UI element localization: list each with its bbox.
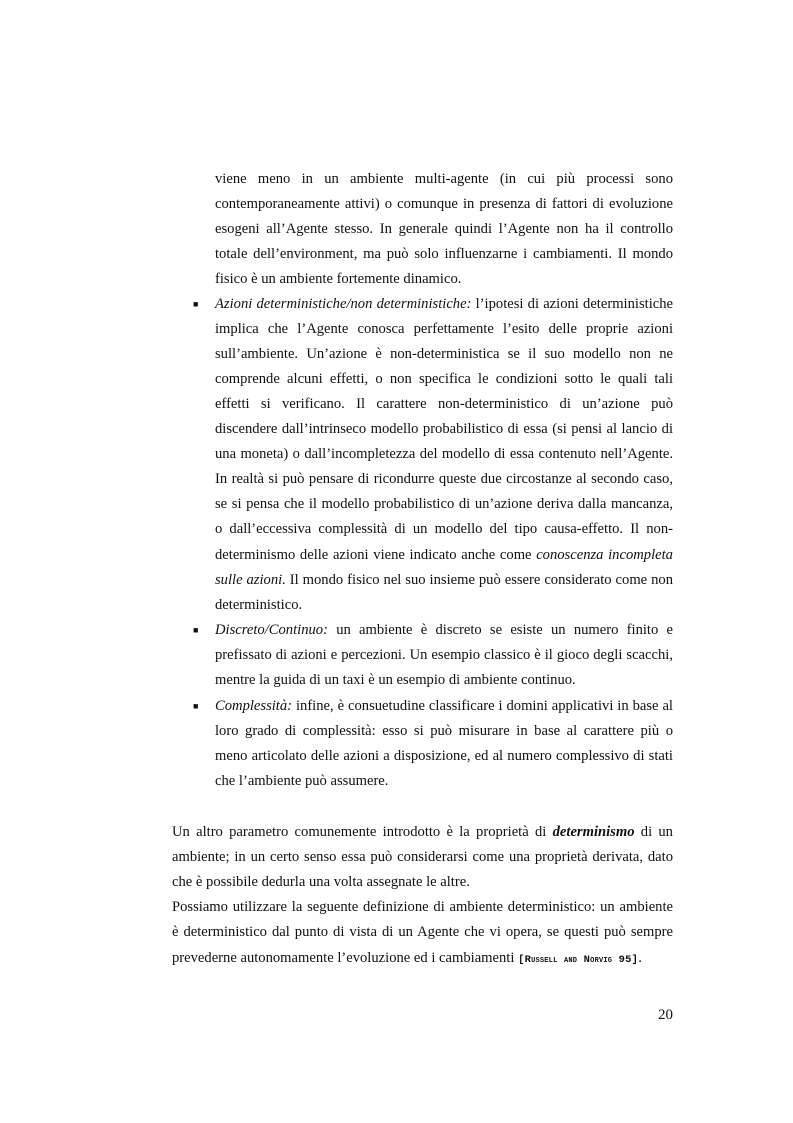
text-line: sull’ambiente. Un’azione è non-deterministica se il suo modello non ne: [215, 346, 673, 362]
text-segment: di un: [634, 824, 673, 840]
bullet-term: Complessità:: [215, 698, 293, 714]
bullet-square-icon: ■: [193, 625, 199, 635]
text-line: è deterministico dal punto di vista di un Agente che vi opera, se questi può sempre: [172, 924, 673, 940]
text-segment: Un altro parametro comunemente introdotto è la proprietà di: [172, 824, 553, 840]
text-line: prefissato di azioni e percezioni. Un esempio classico è il gioco degli scacchi,: [215, 647, 673, 663]
text-segment: infine, è consuetudine classificare i domini applicativi in base al: [292, 698, 673, 714]
bullet-term: Azioni deterministiche/non deterministiche:: [215, 296, 472, 312]
page-number: 20: [658, 1007, 673, 1023]
text-line: discendere dall’intrinseco modello probabilistico di essa (si pensi al lancio di: [215, 421, 673, 437]
text-line: che l’ambiente può assumere.: [215, 773, 389, 789]
text-segment: prevederne autonomamente l’evoluzione ed i cambiamenti: [172, 950, 519, 966]
text-line: totale dell’environment, ma può solo influenzarne i cambiamenti. Il mondo: [215, 246, 673, 262]
text-line: viene meno in un ambiente multi-agente (in cui più processi sono: [215, 171, 673, 187]
bullet-square-icon: ■: [193, 701, 199, 711]
text-line: se si pensa che il modello probabilistico di un’azione deriva dalla mancanza,: [215, 496, 673, 512]
text-line: esogeni all’Agente stesso. In generale quindi l’Agente non ha il controllo: [215, 221, 673, 237]
text-line: [215, 621, 673, 639]
text-line: contemporaneamente attivi) o comunque in presenza di fattori di evoluzione: [215, 196, 673, 212]
text-line: deterministico.: [215, 597, 303, 613]
text-segment: Il mondo fisico nel suo insieme può essere considerato come non: [285, 572, 673, 588]
text-line: implica che l’Agente conosca perfettamente l’esito delle proprie azioni: [215, 321, 673, 337]
text-line: meno articolato delle azioni a disposizione, ed al numero complessivo di stati: [215, 748, 673, 764]
text-line: una moneta) o dall’incompletezza del modello di essa contenuto nell’Agente.: [215, 446, 673, 462]
text-segment: .: [638, 950, 642, 966]
text-line: comprende alcuni effetti, o non specifica le condizioni sotto le quali tali: [215, 371, 673, 387]
text-line: loro grado di complessità: esso si può misurare in base al carattere più o: [215, 723, 673, 739]
emphasis-text: sulle azioni.: [215, 572, 286, 588]
text-segment: determinismo delle azioni viene indicato anche come: [215, 547, 537, 563]
text-line: fisico è un ambiente fortemente dinamico.: [215, 271, 462, 287]
text-line: In realtà si può pensare di ricondurre queste due circostanze al secondo caso,: [215, 471, 673, 487]
text-line: [172, 949, 673, 969]
text-segment: l’ipotesi di azioni deterministiche: [471, 296, 673, 312]
text-line: [215, 571, 673, 589]
text-line: effetti si verificano. Il carattere non-deterministico di un’azione può: [215, 396, 673, 412]
text-line: [215, 546, 673, 564]
bullet-term: Discreto/Continuo:: [215, 622, 328, 638]
text-line: o dall’eccessiva complessità di un modello del tipo causa-effetto. Il non-: [215, 521, 673, 537]
bullet-square-icon: ■: [193, 299, 199, 309]
bold-italic-term: determinismo: [552, 824, 635, 840]
text-line: Possiamo utilizzare la seguente definizione di ambiente deterministico: un ambiente: [172, 899, 673, 915]
text-line: che è possibile dedurla una volta assegnate le altre.: [172, 874, 470, 890]
text-line: [215, 295, 673, 313]
text-line: mentre la guida di un taxi è un esempio di ambiente continuo.: [215, 672, 576, 688]
text-segment: un ambiente è discreto se esiste un numero finito e: [327, 622, 673, 638]
text-line: [215, 697, 673, 715]
citation: [Russell and Norvig 95]: [518, 954, 639, 966]
text-line: [172, 823, 673, 841]
text-line: ambiente; in un certo senso essa può considerarsi come una proprietà derivata, dato: [172, 849, 673, 865]
emphasis-text: conoscenza incompleta: [536, 547, 673, 563]
